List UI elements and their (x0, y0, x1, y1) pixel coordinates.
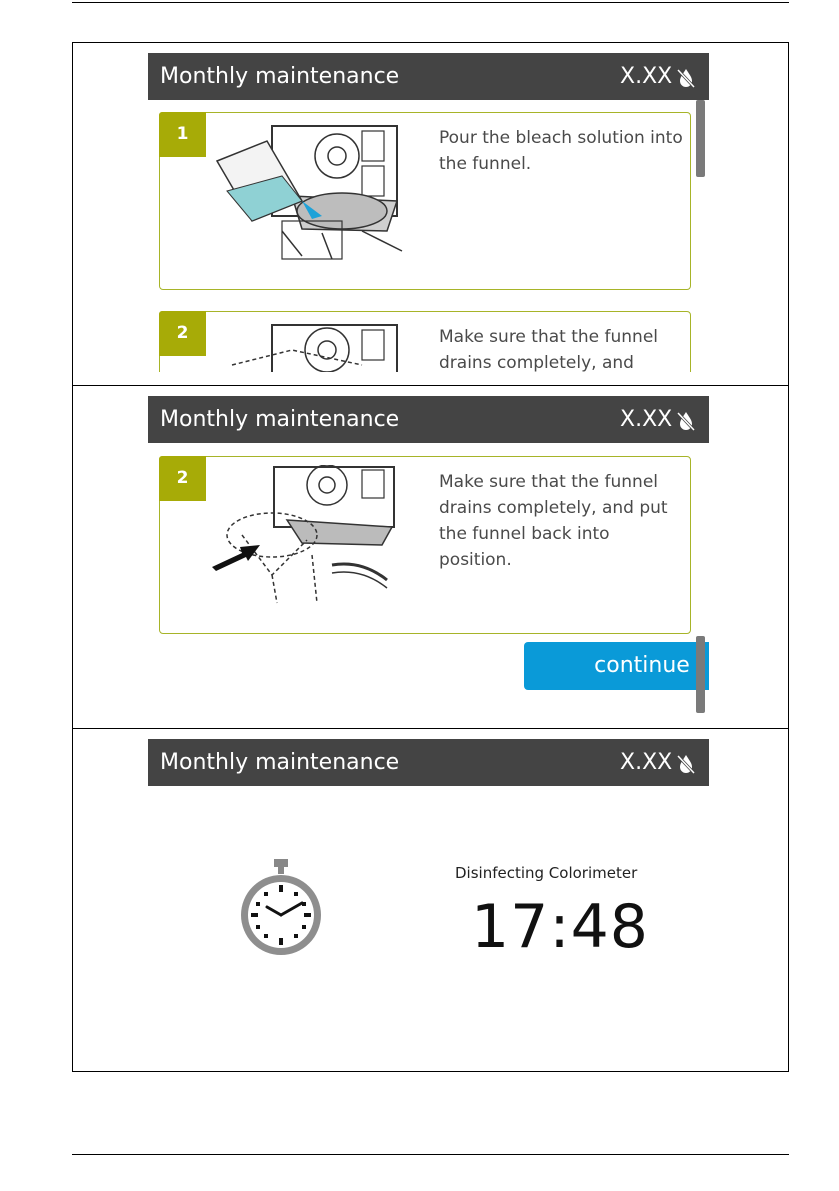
continue-button[interactable]: continue (524, 642, 709, 690)
funnel-position-illustration (212, 465, 412, 605)
header-title: Monthly maintenance (160, 407, 400, 432)
scrollbar-thumb[interactable] (696, 636, 705, 713)
step-number-badge: 2 (159, 456, 206, 501)
step-list[interactable] (148, 100, 709, 372)
screen-header (148, 396, 709, 443)
timer-value: 17:48 (471, 892, 649, 962)
screen-1 (72, 42, 789, 386)
step-text: Make sure that the funnel drains completely, and (439, 327, 659, 372)
drop-crossed-icon (676, 753, 696, 775)
step-text: Make sure that the funnel drains completely, and put the funnel back into position. (439, 472, 668, 570)
header-title: Monthly maintenance (160, 750, 400, 775)
step-list[interactable] (148, 443, 709, 715)
pour-bleach-illustration (212, 121, 412, 261)
step-text: Pour the bleach solution into the funnel. (439, 128, 683, 174)
screen-3 (72, 728, 789, 1072)
step-card (159, 456, 691, 634)
funnel-drain-illustration (212, 320, 412, 372)
step-card (159, 311, 691, 372)
bottom-rule (72, 1154, 789, 1155)
drop-crossed-icon (676, 67, 696, 89)
screen-header (148, 739, 709, 786)
drop-crossed-icon (676, 410, 696, 432)
screen-header (148, 53, 709, 100)
timer-label: Disinfecting Colorimeter (455, 864, 638, 882)
header-title: Monthly maintenance (160, 64, 400, 89)
stopwatch-icon (238, 859, 324, 959)
screen-2 (72, 385, 789, 729)
scrollbar-thumb[interactable] (696, 100, 705, 177)
step-card (159, 112, 691, 290)
header-version: X.XX (620, 407, 673, 432)
step-number-badge: 1 (159, 112, 206, 157)
header-version: X.XX (620, 64, 673, 89)
header-version: X.XX (620, 750, 673, 775)
step-number-badge: 2 (159, 311, 206, 356)
top-rule (72, 2, 789, 3)
